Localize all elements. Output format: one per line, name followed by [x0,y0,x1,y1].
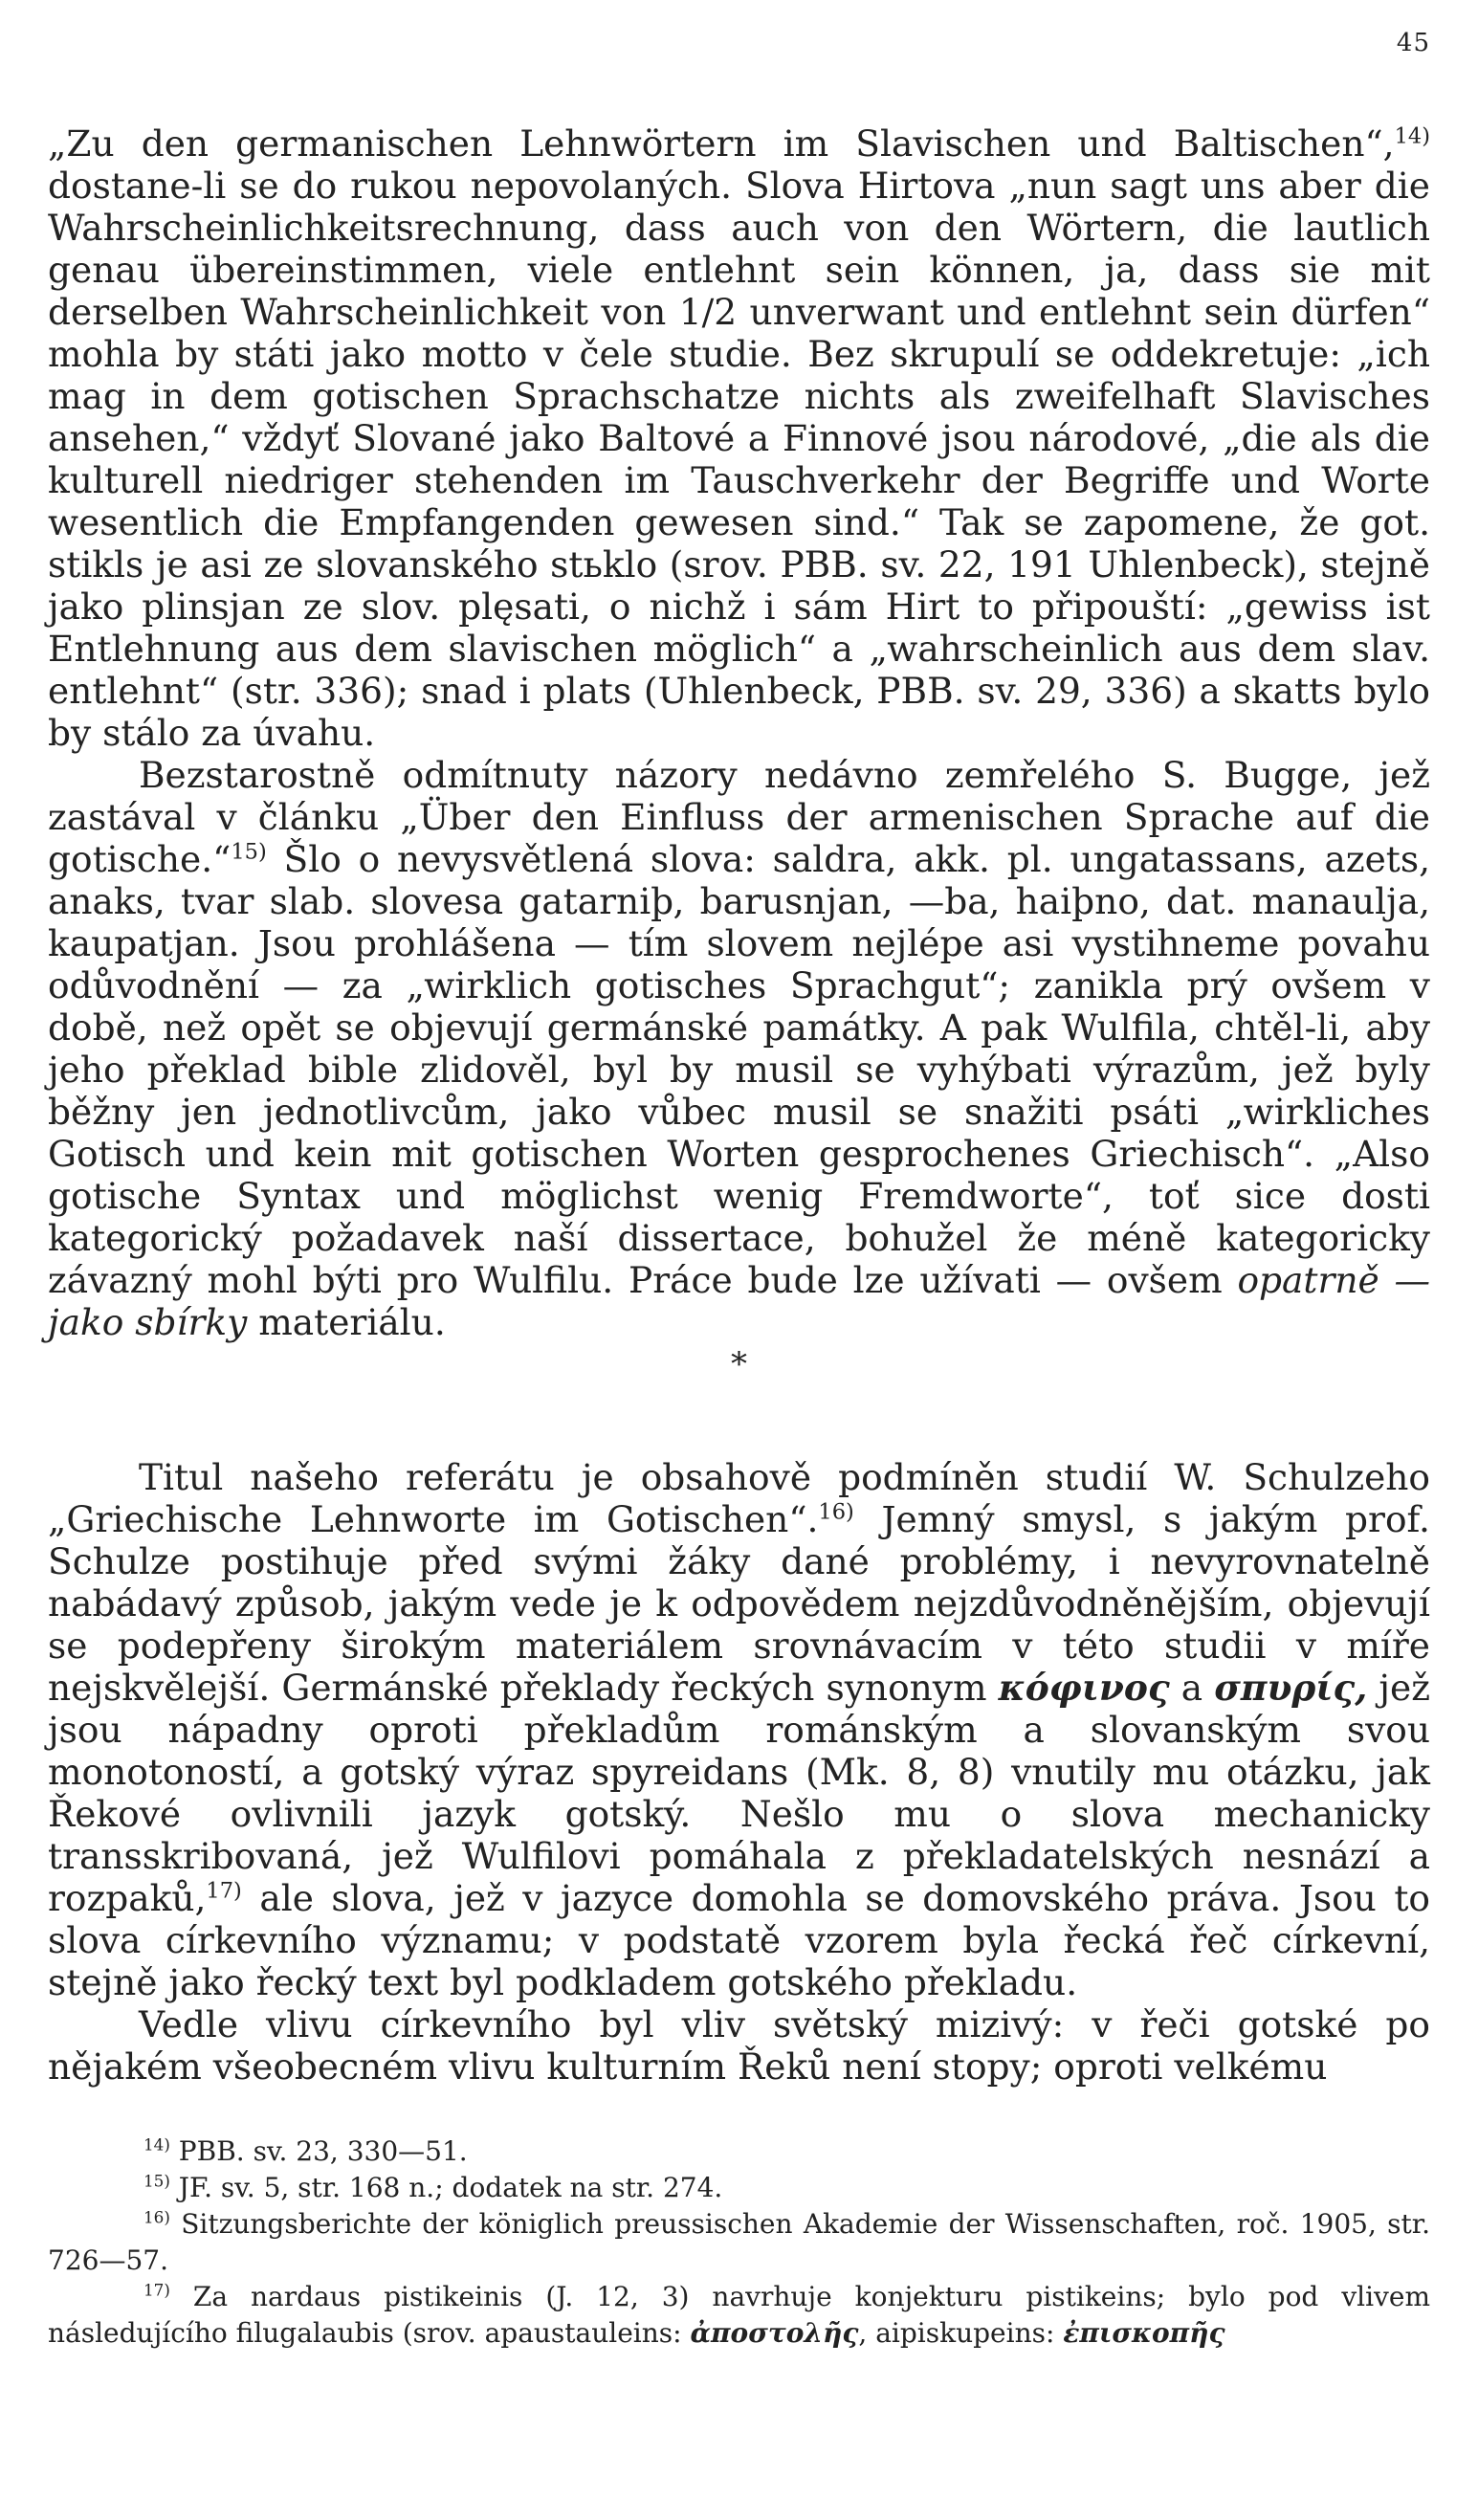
footnote-15: $^{15)}$ JF. sv. 5, str. 168 n.; dodatek na str. 274. [143,2171,723,2203]
footnote-17: $^{17)}$ Za nardaus pistikeinis (J. 12, 3) navrhuje konjekturu pistikeins; bylo pod vlivem následujícího filugalaubis (srov. apaustauleins: ἀποστολῆς, aipiskupeins: ἐπισκοπῆς [48,2280,1430,2349]
paragraph-4: Vedle vlivu církevního byl vliv světský mizivý: v řeči gotské po nějakém všeobecném vlivu kulturním Řeků není stopy; oproti velkému [48,2003,1430,2088]
fraction-one-half: 1/2 [678,291,738,333]
footnotes [48,2133,1430,2352]
section-separator: * [731,1345,747,1383]
footnote-14: $^{14)}$ PBB. sv. 23, 330—51. [143,2134,468,2167]
footnote-16: $^{16)}$ Sitzungsberichte der königlich preussischen Akademie der Wissenschaften, roč. 1905, str. 726—57. [48,2207,1430,2276]
main-text [48,122,1430,2088]
greek-kofinos: κόφινος [998,1667,1170,1709]
greek-spyris: σπυρίς, [1214,1667,1368,1709]
footnote-ref-17: 17) [206,1878,242,1904]
footnote-ref-15: 15) [231,839,267,865]
footnote-ref-14: 14) [1394,123,1430,149]
paragraph-2: Bezstarostně odmítnuty názory nedávno zemřelého S. Bugge, jež zastával v článku „Über den Einfluss der armenischen Sprache auf die gotische.“$^{15)}$ Šlo o nevysvětlená slova: saldra, akk. pl. ungatassans, azets, anaks, tvar slab. slovesa gatarniþ, barusnjan, —ba, haiþno, dat. manaulja, kaupatjan. Jsou prohlášena — tím slovem nejlépe asi vystihneme povahu odůvodnění — za „wirklich gotisches Sprachgut“; zanikla prý ovšem v době, než opět se objevují germánské památky. A pak Wulfila, chtěl-li, aby jeho překlad bible zlidověl, byl by musil se vyhýbati výrazům, jež byly běžny jen jednotlivcům, jako vůbec musil se snažiti psáti „wirkliches Gotisch und kein mit gotischen Worten gesprochenes Griechisch“. „Also gotische Syntax und möglichst wenig Fremdworte“, toť sice dosti kategorický požadavek naší dissertace, bohužel že méně kategoricky závazný mohl býti pro Wulfilu. Práce bude lze užívati — ovšem opatrně — jako sbírky materiálu. [48,754,1430,1343]
paragraph-3: Titul našeho referátu je obsahově podmíněn studií W. Schulzeho „Griechische Lehnworte im Gotischen“.$^{16)}$ Jemný smysl, s jakým prof. Schulze postihuje před svými žáky dané problémy, i nevyrovnatelně nabádavý způsob, jakým vede je k odpovědem nejzdůvodněnějším, objevují se podepřeny širokým materiálem srovnávacím v této studii v míře nejskvělejší. Germánské překlady řeckých synonym κόφινος a σπυρίς, jež jsou nápadny oproti překladům románským a slovanským svou monotoností, a gotský výraz spyreidans (Mk. 8, 8) vnutily mu otázku, jak Řekové ovlivnili jazyk gotský. Nešlo mu o slova mechanicky transskribovaná, jež Wulfilovi pomáhala z překladatelských nesnází a rozpaků,$^{17)}$ ale slova, jež v jazyce domohla se domovského práva. Jsou to slova církevního významu; v podstatě vzorem byla řecká řeč církevní, stejně jako řecký text byl podkladem gotského překladu. [48,1456,1430,2003]
greek-episkopes: ἐπισκοπῆς [1063,2317,1225,2349]
footnote-ref-16: 16) [818,1499,854,1525]
paragraph-1: „Zu den germanischen Lehnwörtern im Slavischen und Baltischen“,$^{14)}$ dostane-li se do rukou nepovolaných. Slova Hirtova „nun sagt uns aber die Wahrscheinlichkeitsrechnung, dass auch von den Wörtern, die lautlich genau übereinstimmen, viele entlehnt sein können, ja, dass sie mit derselben Wahrscheinlichkeit von 1/2 unverwant und entlehnt sein dürfen“ mohla by státi jako motto v čele studie. Bez skrupulí se oddekretuje: „ich mag in dem gotischen Sprachschatze nichts als zweifelhaft Slavisches ansehen,“ vždyť Slované jako Baltové a Finnové jsou národové, „die als die kulturell niedriger stehenden im Tauschverkehr der Begriffe und Worte wesentlich die Empfangenden gewesen sind.“ Tak se zapomene, že got. stikls je asi ze slovanského stьklo (srov. PBB. sv. 22, 191 Uhlenbeck), stejně jako plinsjan ze slov. plęsati, o nichž i sám Hirt to připouští: „gewiss ist Entlehnung aus dem slavischen möglich“ a „wahrscheinlich aus dem slav. entlehnt“ (str. 336); snad i plats (Uhlenbeck, PBB. sv. 29, 336) a skatts bylo by stálo za úvahu. [48,122,1430,754]
page-number: 45 [1396,29,1430,57]
greek-apostoles: ἀποστολῆς [690,2317,859,2349]
emphasis-opatrne: opatrně — jako sbírky [48,1259,1430,1343]
document-page [48,0,1430,2520]
